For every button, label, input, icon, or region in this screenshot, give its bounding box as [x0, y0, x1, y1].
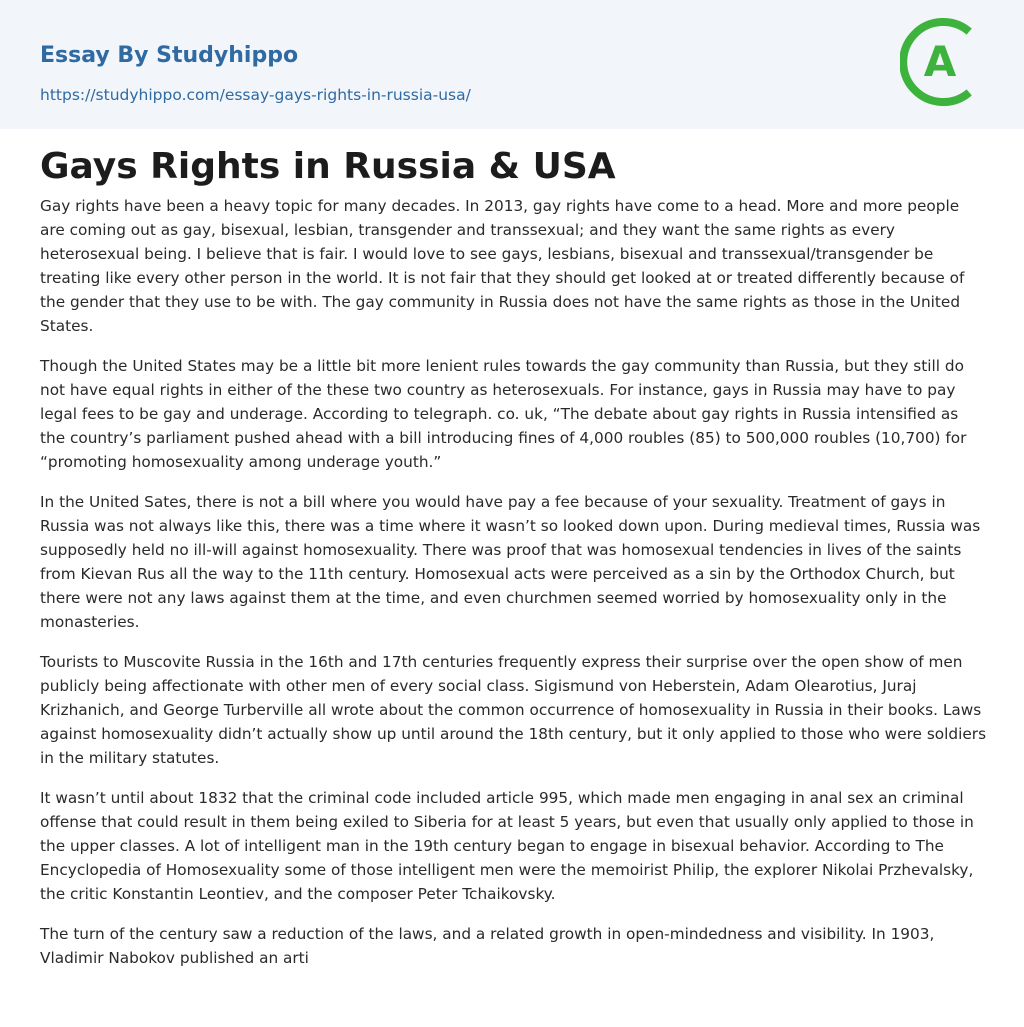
- logo-letter: A: [923, 37, 957, 86]
- essay-paragraph: Gay rights have been a heavy topic for many decades. In 2013, gay rights have come to a head. More and more people are coming out as gay, bisexual, lesbian, transgender and transsexual; and they want the same rights as every heterosexual being. I believe that is fair. I would love to see gays, lesbians, bisexual and transsexual/transgender be treating like every other person in the world. It is not fair that they should get looked at or treated differently because of the gender that they use to be with. The gay community in Russia does not have the same rights as those in the United States.: [40, 197, 965, 335]
- essay-body: [40, 194, 988, 986]
- site-title[interactable]: Essay By Studyhippo: [40, 43, 299, 68]
- essay-url-link[interactable]: https://studyhippo.com/essay-gays-rights-in-russia-usa/: [40, 86, 471, 104]
- essay-paragraph: Tourists to Muscovite Russia in the 16th and 17th centuries frequently express their surprise over the open show of men publicly being affectionate with other men of every social class. Sigismund von Heberstein, Adam Olearotius, Juraj Krizhanich, and George Turberville all wrote about the common occurrence of homosexuality in Russia in their books. Laws against homosexuality didn’t actually show up until around the 18th century, but it only applied to those who were soldiers in the military statutes.: [40, 653, 987, 767]
- studyhippo-a-logo[interactable]: [900, 18, 988, 106]
- essay-paragraph: Though the United States may be a little bit more lenient rules towards the gay community than Russia, but they still do not have equal rights in either of the these two country as heterosexuals. For instance, gays in Russia may have to pay legal fees to be gay and underage. According to telegraph. co. uk, “The debate about gay rights in Russia intensified as the country’s parliament pushed ahead with a bill introducing fines of 4,000 roubles (85) to 500,000 roubles (10,700) for “promoting homosexuality among underage youth.”: [40, 357, 967, 471]
- essay-title: Gays Rights in Russia & USA: [40, 146, 616, 187]
- essay-paragraph: In the United Sates, there is not a bill where you would have pay a fee because of your sexuality. Treatment of gays in Russia was not always like this, there was a time where it wasn’t so looked down upon. During medieval times, Russia was supposedly held no ill-will against homosexuality. There was proof that was homosexual tendencies in lives of the saints from Kievan Rus all the way to the 11th century. Homosexual acts were perceived as a sin by the Orthodox Church, but there were not any laws against them at the time, and even churchmen seemed worried by homosexuality only in the monasteries.: [40, 493, 981, 631]
- essay-paragraph: It wasn’t until about 1832 that the criminal code included article 995, which made men engaging in anal sex an criminal offense that could result in them being exiled to Siberia for at least 5 years, but even that usually only applied to those in the upper classes. A lot of intelligent man in the 19th century began to engage in bisexual behavior. According to The Encyclopedia of Homosexuality some of those intelligent men were the memoirist Philip, the explorer Nikolai Przhevalsky, the critic Konstantin Leontiev, and the composer Peter Tchaikovsky.: [40, 789, 974, 903]
- essay-paragraph: The turn of the century saw a reduction of the laws, and a related growth in open-mindedness and visibility. In 1903, Vladimir Nabokov published an arti: [40, 925, 935, 967]
